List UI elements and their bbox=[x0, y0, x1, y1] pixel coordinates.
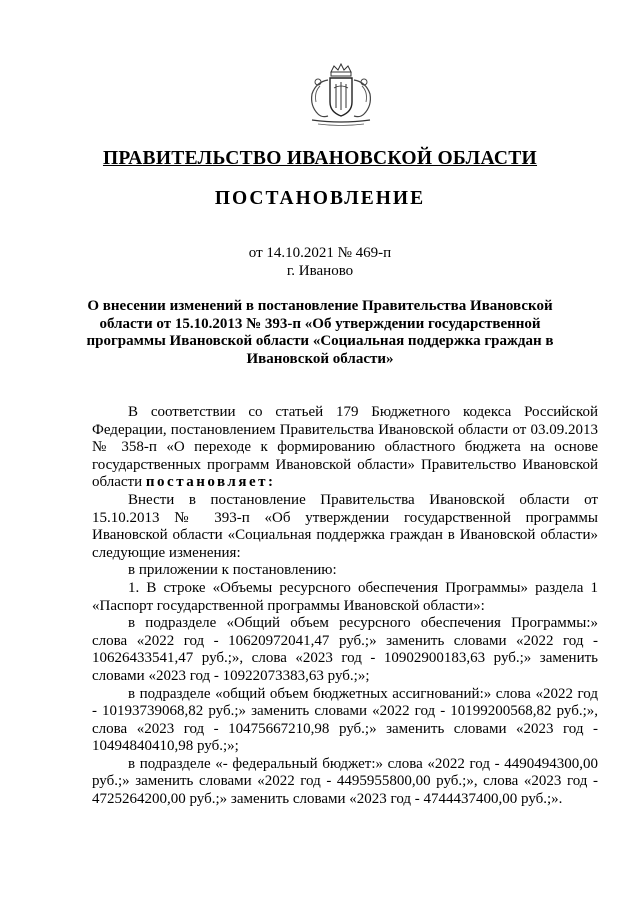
paragraph-3: в приложении к постановлению: bbox=[128, 562, 337, 579]
document-body bbox=[92, 404, 598, 809]
paragraph-2: Внести в постановление Правительства Ивановской области от 15.10.2013 № 393-п «Об утверждении государственной программы Ивановской области «Социальная поддержка граждан в Ивановской области» следующие изменения: bbox=[92, 491, 598, 561]
date-number: от 14.10.2021 № 469-п bbox=[248, 245, 392, 261]
paragraph-1 bbox=[92, 404, 598, 492]
city: г. Иваново bbox=[286, 263, 354, 279]
document-title: О внесении изменений в постановление Правительства Ивановской области от 15.10.2013 № 393-п «Об утверждении государственной программы Ивановской области «Социальная поддержка граждан в Ивановской области» bbox=[86, 298, 554, 367]
document-meta bbox=[0, 244, 640, 280]
paragraph-5: в подразделе «Общий объем ресурсного обеспечения Программы:» слова «2022 год - 10620972041,47 руб.;» заменить словами «2022 год - 10626433541,47 руб.;», слова «2023 год - 10902900183,63 руб.;» заменить словами «2023 год - 10922073383,63 руб.;»; bbox=[92, 615, 598, 684]
paragraph-1-text: В соответствии со статьей 179 Бюджетного кодекса Российской Федерации, постановлением Правительства Ивановской области от 03.09.2013 № 358-п «О переходе к формированию областного бюджета на основе государственных программ Ивановской области» Правительство Ивановской области bbox=[92, 404, 598, 491]
coat-of-arms-emblem bbox=[298, 62, 384, 128]
document-type: ПОСТАНОВЛЕНИЕ bbox=[214, 188, 426, 209]
paragraph-4: 1. В строке «Объемы ресурсного обеспечения Программы» раздела 1 «Паспорт государственной программы Ивановской области»: bbox=[92, 579, 598, 614]
paragraph-6: в подразделе «общий объем бюджетных ассигнований:» слова «2022 год - 10193739068,82 руб.;» заменить словами «2022 год - 10199200568,82 руб.;», слова «2023 год - 10475667210,98 руб.;» заменить словами «2023 год - 10494840410,98 руб.;»; bbox=[92, 685, 598, 755]
organization-name: ПРАВИТЕЛЬСТВО ИВАНОВСКОЙ ОБЛАСТИ bbox=[102, 148, 538, 169]
decree-word: постановляет: bbox=[145, 474, 276, 491]
paragraph-7: в подразделе «- федеральный бюджет:» слова «2022 год - 4490494300,00 руб.;» заменить словами «2022 год - 4495955800,00 руб.;», слова «2023 год - 4725264200,00 руб.;» заменить словами «2023 год - 4744437400,00 руб.;». bbox=[92, 755, 598, 808]
